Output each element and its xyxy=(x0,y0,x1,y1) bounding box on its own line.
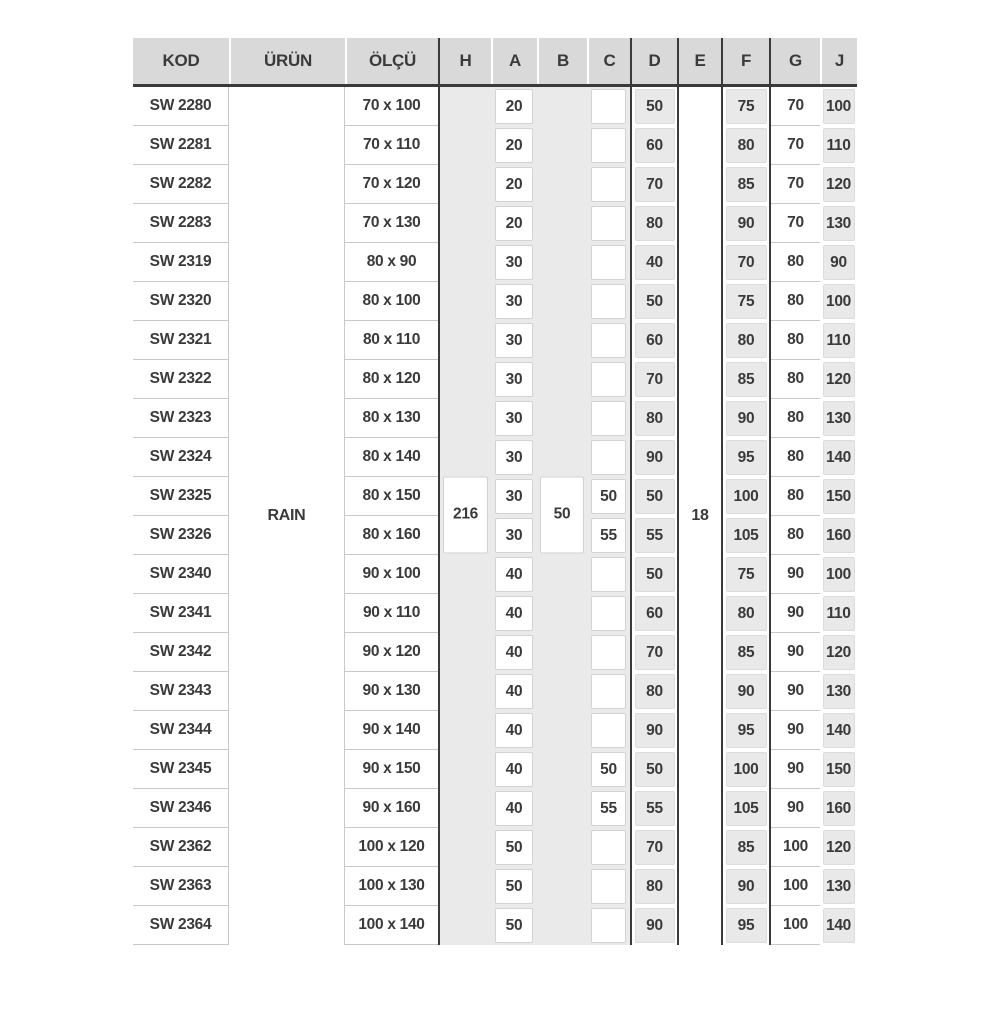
cell-kod: SW 2340 xyxy=(133,555,228,594)
cell-j: 110 xyxy=(820,594,857,633)
cell-g: 90 xyxy=(771,672,820,711)
cell-j: 160 xyxy=(820,789,857,828)
cell-olcu: 90 x 120 xyxy=(345,633,438,672)
cell-c xyxy=(587,828,630,867)
column-header-e: E xyxy=(679,38,721,84)
cell-c xyxy=(587,243,630,282)
column-g xyxy=(771,38,820,945)
cell-a: 50 xyxy=(491,867,537,906)
column-b xyxy=(537,38,587,945)
cell-a: 50 xyxy=(491,906,537,945)
cell-c xyxy=(587,438,630,477)
cell-kod: SW 2283 xyxy=(133,204,228,243)
cell-j: 130 xyxy=(820,867,857,906)
cell-olcu: 80 x 100 xyxy=(345,282,438,321)
cell-a: 20 xyxy=(491,204,537,243)
cell-g: 80 xyxy=(771,321,820,360)
product-name-label: RAIN xyxy=(267,507,306,524)
c-cells xyxy=(587,84,630,945)
cell-j: 140 xyxy=(820,906,857,945)
cell-kod: SW 2364 xyxy=(133,906,228,945)
h-merged-value: 216 xyxy=(453,505,478,523)
cell-c xyxy=(587,672,630,711)
cell-c xyxy=(587,360,630,399)
cell-a: 30 xyxy=(491,282,537,321)
cell-d: 70 xyxy=(632,828,677,867)
d-cells xyxy=(632,84,677,945)
cell-olcu: 80 x 130 xyxy=(345,399,438,438)
cell-c: 50 xyxy=(587,477,630,516)
cell-d: 70 xyxy=(632,360,677,399)
olcu-cells xyxy=(345,84,438,945)
urun-merged-cell xyxy=(229,84,345,945)
column-header-urun: ÜRÜN xyxy=(229,38,345,84)
cell-f: 80 xyxy=(723,321,769,360)
cell-kod: SW 2320 xyxy=(133,282,228,321)
cell-a: 40 xyxy=(491,711,537,750)
cell-a: 30 xyxy=(491,477,537,516)
column-header-f: F xyxy=(723,38,769,84)
cell-f: 70 xyxy=(723,243,769,282)
cell-olcu: 90 x 160 xyxy=(345,789,438,828)
cell-a: 20 xyxy=(491,126,537,165)
cell-kod: SW 2281 xyxy=(133,126,228,165)
e-merged-value: 18 xyxy=(691,507,709,524)
cell-d: 90 xyxy=(632,906,677,945)
cell-olcu: 70 x 100 xyxy=(345,87,438,126)
cell-d: 70 xyxy=(632,633,677,672)
cell-d: 80 xyxy=(632,672,677,711)
cell-kod: SW 2346 xyxy=(133,789,228,828)
cell-f: 75 xyxy=(723,555,769,594)
column-kod xyxy=(133,38,229,945)
cell-kod: SW 2319 xyxy=(133,243,228,282)
column-olcu xyxy=(345,38,438,945)
column-c xyxy=(587,38,630,945)
cell-j: 120 xyxy=(820,828,857,867)
cell-olcu: 80 x 120 xyxy=(345,360,438,399)
cell-a: 30 xyxy=(491,438,537,477)
cell-olcu: 100 x 130 xyxy=(345,867,438,906)
e-merged-cell xyxy=(679,84,721,945)
cell-g: 90 xyxy=(771,633,820,672)
h-merged-cell xyxy=(443,476,488,553)
cell-olcu: 80 x 110 xyxy=(345,321,438,360)
cell-j: 130 xyxy=(820,399,857,438)
column-header-kod: KOD xyxy=(133,38,229,84)
cell-olcu: 70 x 120 xyxy=(345,165,438,204)
cell-g: 80 xyxy=(771,360,820,399)
cell-j: 120 xyxy=(820,633,857,672)
cell-g: 100 xyxy=(771,828,820,867)
cell-g: 80 xyxy=(771,438,820,477)
cell-olcu: 100 x 120 xyxy=(345,828,438,867)
cell-d: 50 xyxy=(632,282,677,321)
column-d xyxy=(630,38,679,945)
cell-olcu: 90 x 150 xyxy=(345,750,438,789)
cell-a: 40 xyxy=(491,594,537,633)
a-cells xyxy=(491,84,537,945)
cell-c xyxy=(587,555,630,594)
cell-f: 75 xyxy=(723,282,769,321)
cell-d: 80 xyxy=(632,204,677,243)
cell-d: 60 xyxy=(632,321,677,360)
h-column-band xyxy=(440,84,491,945)
cell-j: 160 xyxy=(820,516,857,555)
cell-olcu: 90 x 110 xyxy=(345,594,438,633)
cell-a: 40 xyxy=(491,750,537,789)
cell-olcu: 90 x 100 xyxy=(345,555,438,594)
cell-j: 110 xyxy=(820,126,857,165)
cell-c xyxy=(587,126,630,165)
cell-g: 70 xyxy=(771,126,820,165)
cell-a: 40 xyxy=(491,672,537,711)
cell-c xyxy=(587,633,630,672)
cell-g: 70 xyxy=(771,87,820,126)
cell-f: 105 xyxy=(723,516,769,555)
column-urun xyxy=(229,38,345,945)
cell-a: 40 xyxy=(491,789,537,828)
column-h xyxy=(438,38,491,945)
cell-j: 120 xyxy=(820,360,857,399)
cell-j: 130 xyxy=(820,672,857,711)
column-header-j: J xyxy=(820,38,857,84)
cell-kod: SW 2343 xyxy=(133,672,228,711)
b-merged-value: 50 xyxy=(553,505,571,523)
cell-c xyxy=(587,282,630,321)
cell-g: 70 xyxy=(771,165,820,204)
column-header-b: B xyxy=(537,38,587,84)
cell-f: 90 xyxy=(723,399,769,438)
cell-a: 30 xyxy=(491,360,537,399)
cell-d: 55 xyxy=(632,789,677,828)
cell-g: 100 xyxy=(771,906,820,945)
cell-f: 80 xyxy=(723,126,769,165)
cell-f: 95 xyxy=(723,711,769,750)
cell-olcu: 80 x 150 xyxy=(345,477,438,516)
cell-a: 30 xyxy=(491,399,537,438)
cell-g: 80 xyxy=(771,399,820,438)
cell-c xyxy=(587,867,630,906)
cell-g: 80 xyxy=(771,516,820,555)
cell-kod: SW 2323 xyxy=(133,399,228,438)
cell-g: 80 xyxy=(771,282,820,321)
cell-kod: SW 2325 xyxy=(133,477,228,516)
cell-g: 90 xyxy=(771,750,820,789)
cell-f: 85 xyxy=(723,165,769,204)
cell-c xyxy=(587,321,630,360)
column-f xyxy=(723,38,771,945)
cell-c xyxy=(587,204,630,243)
cell-kod: SW 2363 xyxy=(133,867,228,906)
cell-d: 40 xyxy=(632,243,677,282)
cell-kod: SW 2362 xyxy=(133,828,228,867)
cell-d: 80 xyxy=(632,867,677,906)
column-a xyxy=(491,38,537,945)
cell-c xyxy=(587,711,630,750)
cell-g: 90 xyxy=(771,594,820,633)
product-spec-table xyxy=(133,38,857,945)
column-header-h: H xyxy=(440,38,491,84)
cell-c: 55 xyxy=(587,789,630,828)
cell-c: 55 xyxy=(587,516,630,555)
cell-olcu: 70 x 110 xyxy=(345,126,438,165)
cell-olcu: 80 x 90 xyxy=(345,243,438,282)
cell-olcu: 80 x 140 xyxy=(345,438,438,477)
cell-d: 50 xyxy=(632,87,677,126)
cell-j: 150 xyxy=(820,750,857,789)
cell-j: 130 xyxy=(820,204,857,243)
cell-d: 90 xyxy=(632,711,677,750)
cell-g: 90 xyxy=(771,711,820,750)
cell-f: 100 xyxy=(723,750,769,789)
column-e xyxy=(679,38,723,945)
cell-c xyxy=(587,399,630,438)
cell-j: 150 xyxy=(820,477,857,516)
cell-olcu: 90 x 140 xyxy=(345,711,438,750)
cell-a: 20 xyxy=(491,87,537,126)
cell-f: 85 xyxy=(723,633,769,672)
cell-f: 75 xyxy=(723,87,769,126)
cell-f: 85 xyxy=(723,828,769,867)
cell-c: 50 xyxy=(587,750,630,789)
cell-a: 50 xyxy=(491,828,537,867)
column-header-olcu: ÖLÇÜ xyxy=(345,38,438,84)
cell-a: 30 xyxy=(491,516,537,555)
cell-f: 90 xyxy=(723,672,769,711)
cell-olcu: 100 x 140 xyxy=(345,906,438,945)
cell-f: 80 xyxy=(723,594,769,633)
cell-j: 100 xyxy=(820,555,857,594)
cell-kod: SW 2342 xyxy=(133,633,228,672)
cell-g: 90 xyxy=(771,789,820,828)
cell-c xyxy=(587,594,630,633)
cell-j: 110 xyxy=(820,321,857,360)
cell-c xyxy=(587,906,630,945)
cell-a: 20 xyxy=(491,165,537,204)
cell-c xyxy=(587,87,630,126)
cell-olcu: 90 x 130 xyxy=(345,672,438,711)
cell-d: 50 xyxy=(632,555,677,594)
cell-kod: SW 2282 xyxy=(133,165,228,204)
cell-j: 120 xyxy=(820,165,857,204)
cell-kod: SW 2324 xyxy=(133,438,228,477)
cell-d: 50 xyxy=(632,477,677,516)
cell-f: 85 xyxy=(723,360,769,399)
cell-f: 95 xyxy=(723,438,769,477)
cell-j: 90 xyxy=(820,243,857,282)
g-cells xyxy=(771,84,820,945)
j-cells xyxy=(820,84,857,945)
cell-j: 100 xyxy=(820,282,857,321)
column-header-c: C xyxy=(587,38,630,84)
cell-a: 30 xyxy=(491,243,537,282)
b-column-band xyxy=(537,84,587,945)
b-merged-cell xyxy=(540,476,584,553)
cell-d: 60 xyxy=(632,126,677,165)
cell-g: 80 xyxy=(771,243,820,282)
column-j xyxy=(820,38,857,945)
cell-j: 140 xyxy=(820,438,857,477)
cell-j: 100 xyxy=(820,87,857,126)
cell-a: 30 xyxy=(491,321,537,360)
cell-j: 140 xyxy=(820,711,857,750)
header-underline xyxy=(133,84,857,87)
cell-olcu: 70 x 130 xyxy=(345,204,438,243)
cell-kod: SW 2321 xyxy=(133,321,228,360)
cell-d: 60 xyxy=(632,594,677,633)
cell-kod: SW 2280 xyxy=(133,87,228,126)
f-cells xyxy=(723,84,769,945)
cell-d: 70 xyxy=(632,165,677,204)
cell-f: 90 xyxy=(723,867,769,906)
cell-f: 90 xyxy=(723,204,769,243)
cell-kod: SW 2326 xyxy=(133,516,228,555)
cell-f: 95 xyxy=(723,906,769,945)
column-header-a: A xyxy=(491,38,537,84)
cell-kod: SW 2341 xyxy=(133,594,228,633)
cell-kod: SW 2345 xyxy=(133,750,228,789)
cell-d: 50 xyxy=(632,750,677,789)
cell-d: 90 xyxy=(632,438,677,477)
cell-a: 40 xyxy=(491,555,537,594)
cell-a: 40 xyxy=(491,633,537,672)
cell-f: 100 xyxy=(723,477,769,516)
cell-c xyxy=(587,165,630,204)
cell-d: 55 xyxy=(632,516,677,555)
cell-g: 80 xyxy=(771,477,820,516)
column-header-g: G xyxy=(771,38,820,84)
cell-f: 105 xyxy=(723,789,769,828)
cell-g: 90 xyxy=(771,555,820,594)
column-header-d: D xyxy=(632,38,677,84)
cell-g: 100 xyxy=(771,867,820,906)
cell-olcu: 80 x 160 xyxy=(345,516,438,555)
cell-d: 80 xyxy=(632,399,677,438)
kod-cells xyxy=(133,84,229,945)
cell-g: 70 xyxy=(771,204,820,243)
cell-kod: SW 2344 xyxy=(133,711,228,750)
cell-kod: SW 2322 xyxy=(133,360,228,399)
